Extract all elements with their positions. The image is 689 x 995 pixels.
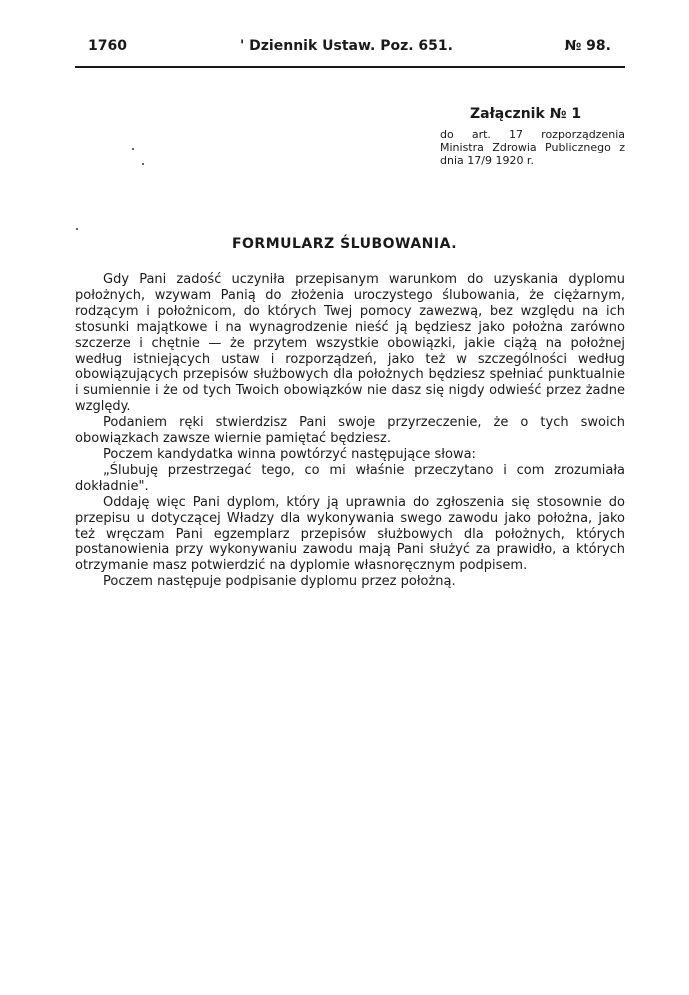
print-speck [76, 228, 78, 230]
paragraph: Poczem kandydatka winna powtórzyć następujące słowa: [103, 446, 476, 462]
paragraph: Gdy Pani zadość uczyniła przepisanym warunkom do uzyskania dyplomu położnych, wzywam Panią do złożenia uroczystego ślubowania, że ciężarnym, rodzącym i położnicom, do których Twej pomocy zawezwą, bez względu na ich stosunki majątkowe i na wynagrodzenie nieść ją będziesz jako położna zarówno szczerze i chętnie — że przytem wszystkie obowiązki, jakie ciążą na położnej według istniejących ustaw i rozporządzeń, jako też w szczególności według obowiązujących przepisów służbowych dla położnych będziesz spełniać punktualnie i sumiennie i że od tych Twoich obowiązków nie dasz się nigdy odwieść przez żadne względy. [75, 272, 625, 415]
form-title: FORMULARZ ŚLUBOWANIA. [231, 236, 458, 252]
annex-title: Załącznik № 1 [470, 106, 582, 122]
page-number: 1760 [88, 38, 127, 54]
print-speck [132, 148, 134, 150]
issue-number: № 98. [564, 38, 611, 54]
page-header [0, 38, 689, 58]
running-title: ' Dziennik Ustaw. Poz. 651. [240, 38, 453, 54]
header-rule [75, 66, 625, 68]
paragraph: „Ślubuję przestrzegać tego, co mi właśnie przeczytano i com zrozumiała dokładnie". [75, 462, 625, 494]
paragraph: Podaniem ręki stwierdzisz Pani swoje przyrzeczenie, że o tych swoich obowiązkach zawsze wiernie pamiętać będziesz. [75, 415, 625, 447]
form-body [75, 272, 625, 590]
paragraph: Oddaję więc Pani dyplom, który ją uprawnia do zgłoszenia się stosownie do przepisu u dotyczącej Władzy dla wykonywania swego zawodu jako położna, jako też wręczam Pani egzemplarz przepisów służbowych dla położnych, których postanowienia przy wykonywaniu zawodu mają Pani służyć za prawidło, a których otrzymanie masz potwierdzić na dyplomie własnoręcznym podpisem. [75, 494, 625, 574]
print-speck [142, 163, 144, 165]
paragraph: Poczem następuje podpisanie dyplomu przez położną. [103, 574, 456, 590]
annex-note: do art. 17 rozporządzenia Ministra Zdrowia Publicznego z dnia 17/9 1920 r. [440, 128, 625, 167]
